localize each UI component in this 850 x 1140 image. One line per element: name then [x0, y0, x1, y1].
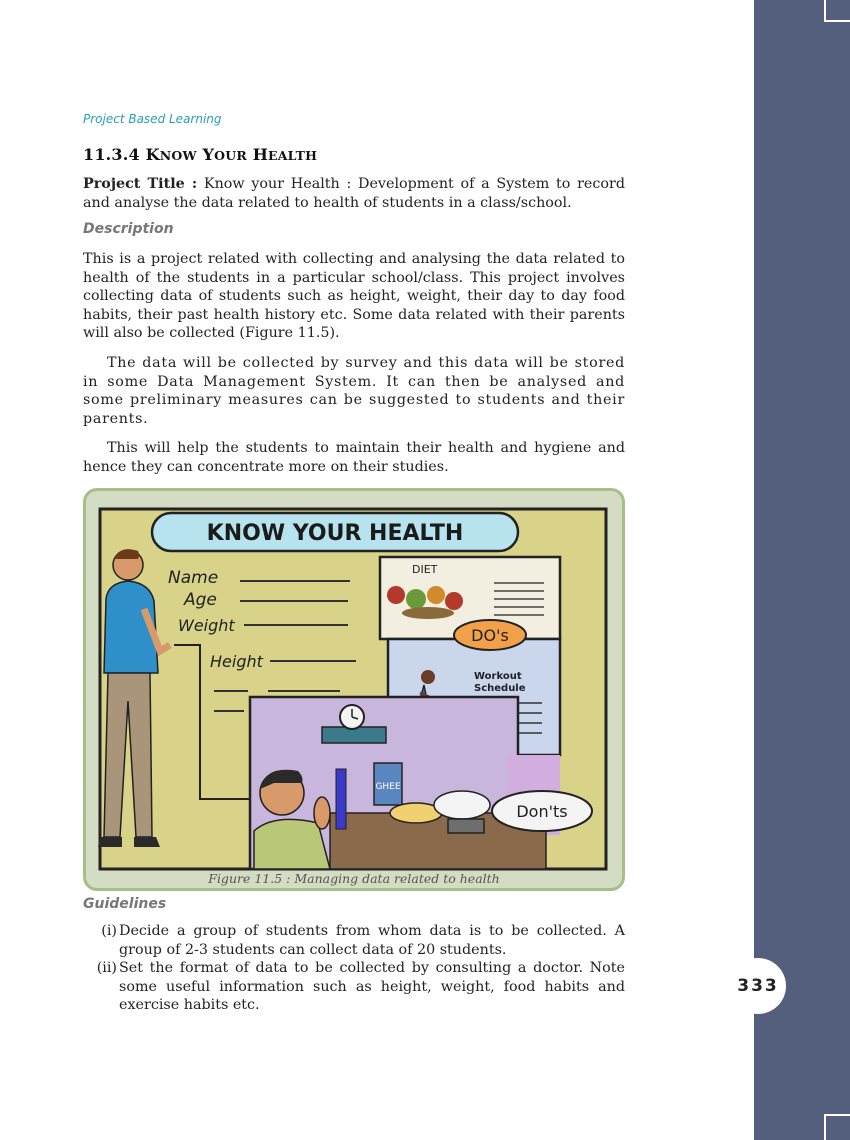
figure-caption: Figure 11.5 : Managing data related to health: [208, 871, 500, 886]
list-item: [83, 959, 625, 1015]
section-number: 11.3.4: [83, 145, 140, 164]
illustration: [98, 501, 610, 871]
description-paragraph-1: This is a project related with collecting and analysing the data related to health of the students in a particular school/class. This project involves collecting data of students such as height, weight, their day to day food habits, their past health history etc. Some data related with their parents will also be collected (Figure 11.5).: [83, 251, 625, 342]
running-head: Project Based Learning: [83, 112, 222, 126]
crop-mark-bottom: [824, 1114, 850, 1140]
list-item-text: Set the format of data to be collected by consulting a doctor. Note some useful information such as height, weight, food habits and exercise habits etc.: [119, 960, 625, 1014]
project-title-text: Know your Health : Development of a System to record and analyse the data related to health of students in a class/school.: [83, 176, 625, 211]
workout-label-line-2: Schedule: [474, 683, 526, 694]
list-item-number: (i): [101, 923, 117, 939]
crop-mark-top: [824, 0, 850, 22]
section-title: KNOW YOUR HEALTH: [145, 145, 318, 164]
guidelines-list: [83, 922, 625, 1015]
project-title-paragraph: [83, 175, 625, 212]
ghee-label: GHEE: [375, 782, 401, 792]
diet-label: DIET: [412, 563, 438, 576]
project-title-label: Project Title :: [83, 176, 198, 192]
page-number: 333: [730, 958, 786, 1014]
bowl-icon: [448, 819, 484, 833]
workout-label-line-1: Workout: [474, 671, 522, 682]
list-item-number: (ii): [96, 960, 117, 977]
description-paragraph-2: The data will be collected by survey and this data will be stored in some Data Management System. It can then be analysed and some preliminary measures can be suggested to students and their parents.: [83, 355, 625, 427]
description-heading: Description: [83, 221, 174, 237]
flour-icon: [434, 791, 490, 819]
figure-know-your-health: [83, 488, 625, 891]
dos-label: DO's: [471, 626, 509, 645]
donts-label: Don'ts: [516, 802, 568, 821]
description-paragraph-3: This will help the students to maintain their health and hygiene and hence they can concentrate more on their studies.: [83, 440, 625, 475]
list-item-text: Decide a group of students from whom data is to be collected. A group of 2-3 students can collect data of 20 students.: [119, 923, 625, 958]
guidelines-heading: Guidelines: [83, 896, 167, 912]
form-label-name: Name: [168, 568, 219, 588]
form-label-age: Age: [184, 590, 217, 610]
form-label-weight: Weight: [178, 616, 235, 635]
list-item: [83, 922, 625, 959]
banner-text: KNOW YOUR HEALTH: [206, 521, 464, 546]
form-label-height: Height: [210, 652, 263, 671]
section-heading: [83, 145, 317, 164]
